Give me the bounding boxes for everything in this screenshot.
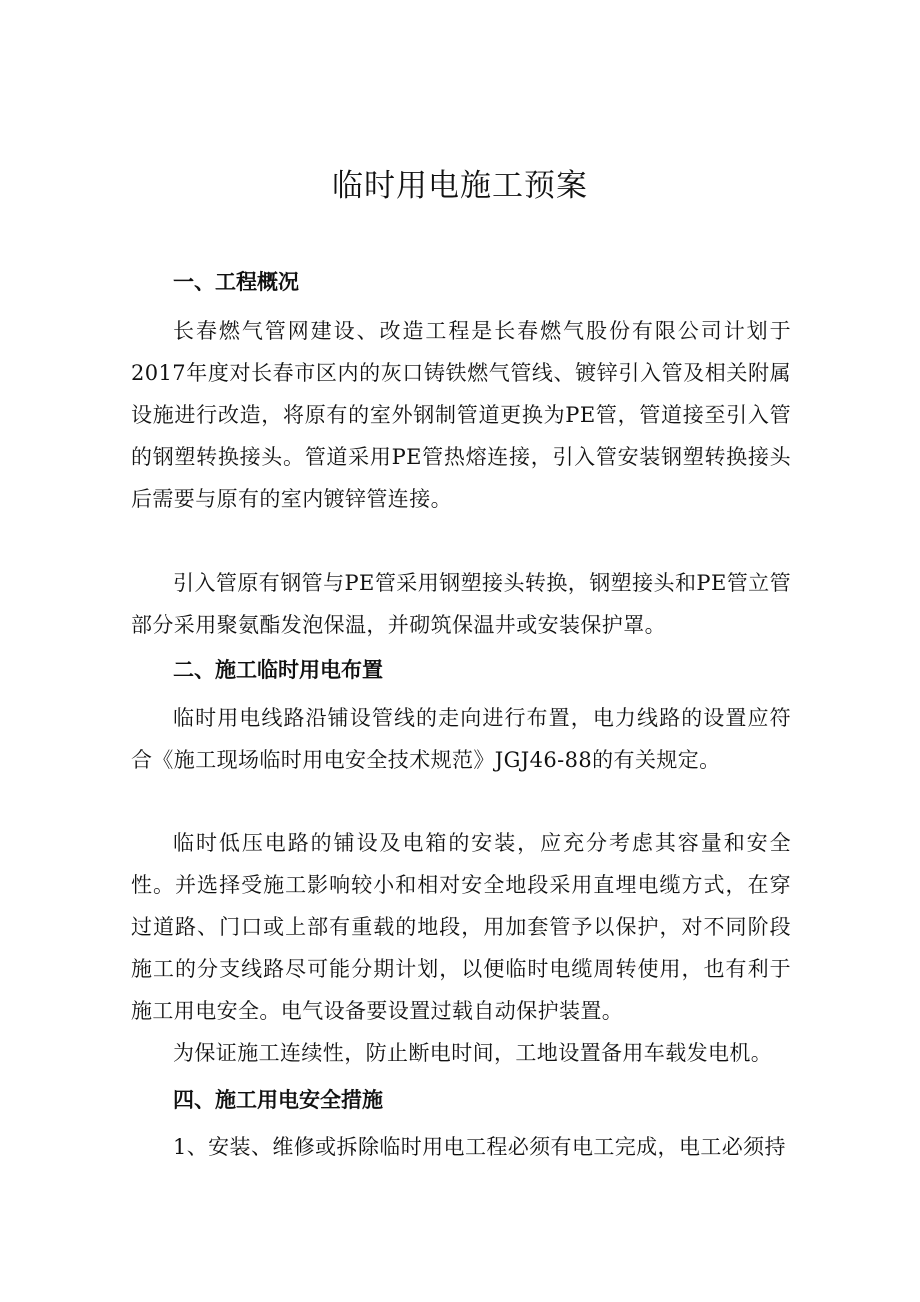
section-heading-electric-layout: 二、施工临时用电布置 [173,658,383,682]
section-heading-overview: 一、工程概况 [173,270,299,294]
paragraph-safety-measures-1: 1、安装、维修或拆除临时用电工程必须有电工完成，电工必须持 [173,1135,786,1159]
paragraph-electric-layout-2: 临时低压电路的铺设及电箱的安装，应充分考虑其容量和安全性。并选择受施工影响较小和相对安全地段采用直埋电缆方式，在穿过道路、门口或上部有重载的地段，用加套管予以保护，对不同阶段施工的分支线路尽可能分期计划，以便临时电缆周转使用，也有利于施工用电安全。电气设备要设置过载自动保护装置。 [131,831,791,1023]
paragraph-overview-1: 长春燃气管网建设、改造工程是长春燃气股份有限公司计划于2017年度对长春市区内的灰口铸铁燃气管线、镀锌引入管及相关附属设施进行改造，将原有的室外钢制管道更换为PE管，管道接至引入管的钢塑转换接头。管道采用PE管热熔连接，引入管安装钢塑转换接头后需要与原有的室内镀锌管连接。 [131,319,791,511]
document-title: 临时用电施工预案 [332,168,588,204]
paragraph-electric-layout-1: 临时用电线路沿铺设管线的走向进行布置，电力线路的设置应符合《施工现场临时用电安全技术规范》JGJ46-88的有关规定。 [131,706,791,772]
paragraph-electric-layout-3: 为保证施工连续性，防止断电时间，工地设置备用车载发电机。 [173,1041,773,1065]
section-heading-safety-measures: 四、施工用电安全措施 [173,1088,383,1112]
paragraph-overview-2: 引入管原有钢管与PE管采用钢塑接头转换，钢塑接头和PE管立管部分采用聚氨酯发泡保温，并砌筑保温井或安装保护罩。 [131,571,791,637]
